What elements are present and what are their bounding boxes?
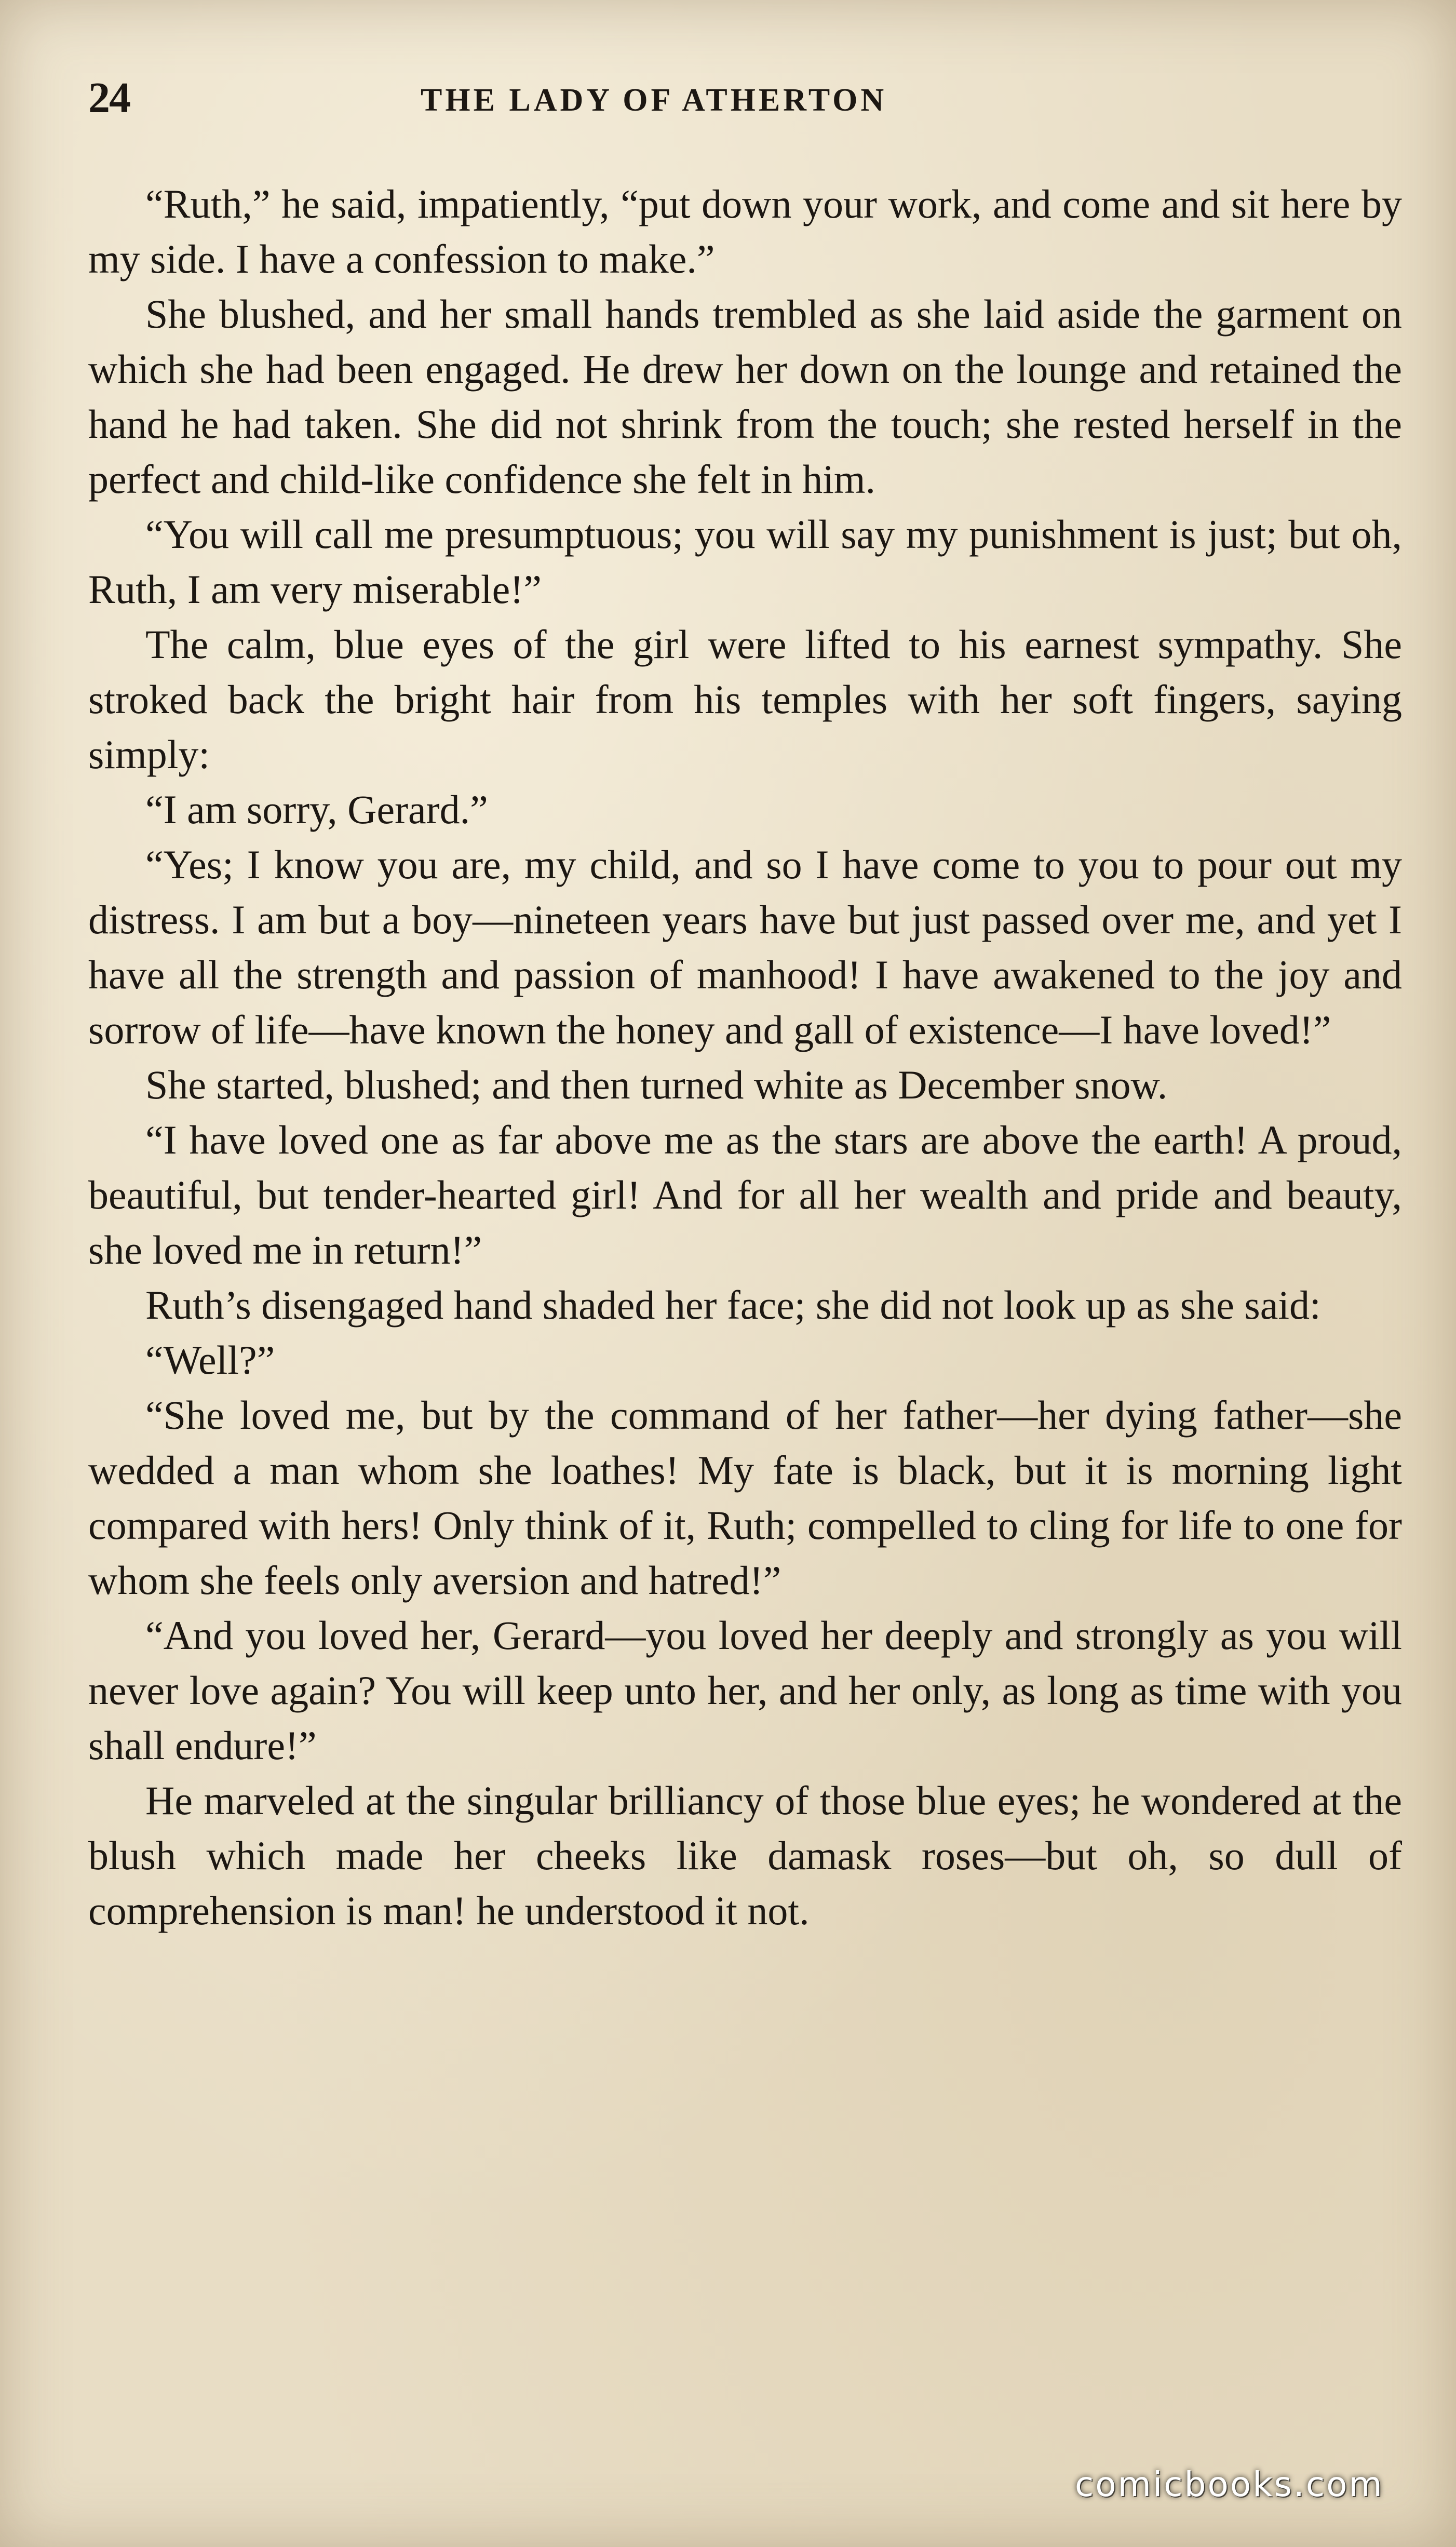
paragraph: “I have loved one as far above me as the stars are above the earth! A proud, beautiful, but tender-hearted girl! And for all her wealth and pride and beauty, she loved me in return!” bbox=[88, 1117, 1402, 1272]
paragraph: She blushed, and her small hands trembled as she laid aside the garment on which she had been engaged. He drew her down on the lounge and retained the hand he had taken. She did not shrink from the touch; she rested herself in the perfect and child-like confidence she felt in him. bbox=[88, 291, 1402, 502]
paragraph: “Well?” bbox=[145, 1337, 275, 1383]
paragraph: “I am sorry, Gerard.” bbox=[145, 787, 488, 832]
paragraph: “And you loved her, Gerard—you loved her deeply and strongly as you will never love again? You will keep unto her, and her only, as long as time with you shall endure!” bbox=[88, 1613, 1402, 1768]
paragraph: “Yes; I know you are, my child, and so I have come to you to pour out my distress. I am but a boy—nineteen years have but just passed over me, and yet I have all the strength and passion of manhood! I have awakened to the joy and sorrow of life—have known the honey and gall of existence—I have loved!” bbox=[88, 842, 1402, 1052]
watermark: comicbooks.com bbox=[1075, 2464, 1384, 2504]
paragraph: Ruth’s disengaged hand shaded her face; she did not look up as she said: bbox=[145, 1282, 1321, 1328]
page-header bbox=[88, 68, 1397, 130]
paragraph: “She loved me, but by the command of her father—her dying father—she wedded a man whom she loathes! My fate is black, but it is morning light compared with hers! Only think of it, Ruth; compelled to cling for life to one for whom she feels only aversion and hatred!” bbox=[88, 1392, 1402, 1603]
paragraph: She started, blushed; and then turned white as December snow. bbox=[145, 1062, 1168, 1107]
paragraph: “You will call me presumptuous; you will say my punishment is just; but oh, Ruth, I am very miserable!” bbox=[88, 512, 1402, 612]
page-number: 24 bbox=[88, 74, 130, 122]
paragraph: “Ruth,” he said, impatiently, “put down your work, and come and sit here by my side. I have a confession to make.” bbox=[88, 181, 1402, 281]
running-head: THE LADY OF ATHERTON bbox=[421, 83, 887, 118]
body-text bbox=[88, 177, 1402, 1938]
paragraph: He marveled at the singular brilliancy of those blue eyes; he wondered at the blush which made her cheeks like damask roses—but oh, so dull of comprehension is man! he understood it not. bbox=[88, 1778, 1402, 1933]
paragraph: The calm, blue eyes of the girl were lifted to his earnest sympathy. She stroked back the bright hair from his temples with her soft fingers, saying simply: bbox=[88, 622, 1402, 777]
